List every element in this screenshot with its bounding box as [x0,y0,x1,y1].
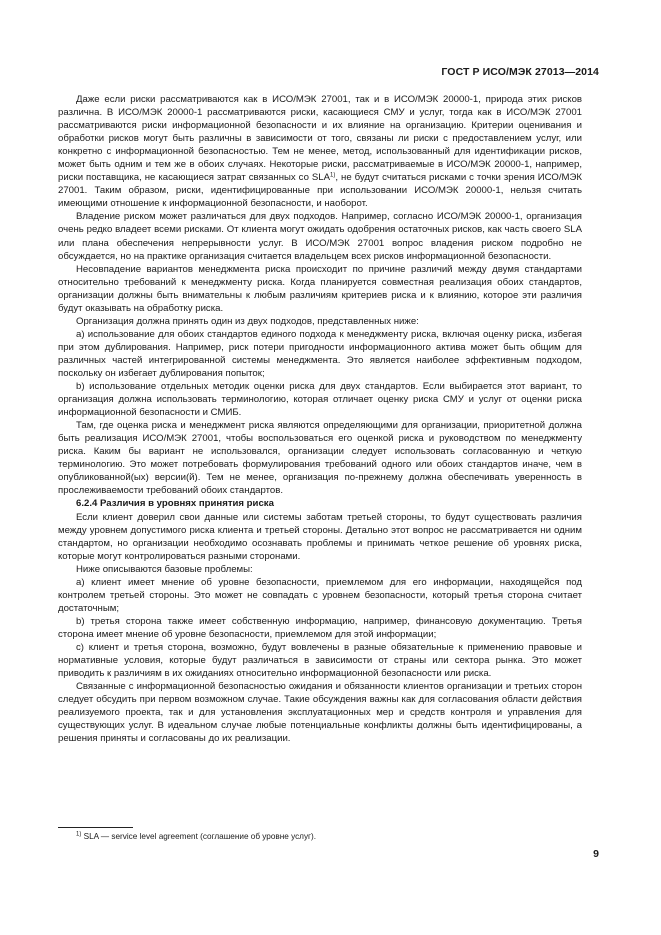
paragraph-expectations: Связанные с информационной безопасностью ожидания и обязанности клиентов организации и третьих сторон следует обсудить при первом возможном случае. Такие обсуждения важны как для согласования области действия реализуемого проекта, так и для установления эксплуатационных мер и средств контроля и управления для существующих услуг. В идеальном случае любые потенциальные конфликты должны быть идентифицированы, а решения приняты и согласованы до их реализации. [58,681,582,745]
section-heading: 6.2.4 Различия в уровнях принятия риска [76,498,274,510]
paragraph-approaches-intro: Организация должна принять один из двух подходов, представленных ниже: [76,315,419,327]
paragraph-priority: Там, где оценка риска и менеджмент риска являются определяющими для организации, приоритетной должна быть реализация ИСО/МЭК 27001, чтобы воспользоваться его оценкой риска и руководством по менеджменту риска. Каким бы вариант не использовался, организации следует использовать согласованную и четкую терминологию. Это может потребовать формулирования требований одного или обоих стандартов иначе, чем в опубликованной(ых) версии(й). Тем не менее, организация по-прежнему должна обеспечивать уверенность в прослеживаемости требований обоих стандартов. [58,420,582,497]
footnote-reference: 1) [330,172,336,179]
paragraph-problems-intro: Ниже описываются базовые проблемы: [76,563,253,575]
list-item-b: b) использование отдельных методик оценки риска для двух стандартов. Если выбирается этот вариант, то организация должна использовать терминологию, которая отличает оценку риска СМУ и услуг от оценки риска информационной безопасности и СМИБ. [58,381,582,419]
footnote [76,832,316,841]
paragraph-risk-nature: Даже если риски рассматриваются как в ИСО/МЭК 27001, так и в ИСО/МЭК 20000-1, природа этих рисков различна. В ИСО/МЭК 20000-1 рассматриваются риски, касающиеся СМУ и услуг, тогда как в ИСО/МЭК 27001 рассматриваются риски информационной безопасности и их влияние на организацию. Критерии оценивания и обработки рисков могут быть различны в зависимости от того, связаны ли риски с предоставлением услуг, или конкретно с информационной безопасностью. Тем не менее, метод, использованный для идентификации рисков, может быть одним и тем же в обоих случаях. Некоторые риски, рассматриваемые в ИСО/МЭК 20000-1, например, риски поставщика, не касающиеся затрат связанных со SLA$^{1)}$, не будут считаться рисками с точки зрения ИСО/МЭК 27001. Таким образом, риски, идентифицированные при использовании ИСО/МЭК 20000-1, нельзя считать имеющими отношение к информационной безопасности, и наоборот. [58,94,582,210]
footnote-divider [58,827,133,828]
paragraph-third-party: Если клиент доверил свои данные или системы заботам третьей стороны, то будут существовать различия между уровнем допустимого риска клиента и третьей стороны. Детально этот вопрос не рассматривается ни одним стандартом, но организации необходимо осознавать проблемы и принимать четкое решение об уровнях риска, которые могут контролироваться разными сторонами. [58,511,582,562]
problem-item-a: a) клиент имеет мнение об уровне безопасности, приемлемом для его информации, находящейся под контролем третьей стороны. Это может не совпадать с уровнем безопасности, который третья сторона считает достаточным; [58,576,582,614]
list-item-a: a) использование для обоих стандартов единого подхода к менеджменту риска, включая оценку риска, избегая при этом дублирования. Например, риск потери пригодности информационного актива может быть общим для различных частей интегрированной системы менеджмента. Это является наиболее эффективным подходом, поскольку он избегает дублирования попыток; [58,328,582,379]
footnote-text: SLA — service level agreement (соглашение об уровне услуг). [81,832,317,841]
document-header: ГОСТ Р ИСО/МЭК 27013—2014 [441,66,599,78]
document-body [58,93,582,745]
paragraph-risk-ownership: Владение риском может различаться для двух подходов. Например, согласно ИСО/МЭК 20000-1, организация очень редко владеет всеми рисками. От клиента могут ожидать одобрения остаточных рисков, как часть своего SLA или плана обеспечения непрерывности услуг. В ИСО/МЭК 27001 вопрос владения риском подробно не обсуждается, но на практике организация считается владельцем всех рисков информационной безопасности. [58,211,582,262]
footnote-mark: 1) [76,831,82,838]
problem-item-b: b) третья сторона также имеет собственную информацию, например, финансовую документацию. Третья сторона имеет мнение об уровне безопасности, приемлемом для этой информации; [58,615,582,640]
paragraph-risk-mismatch: Несовпадение вариантов менеджмента риска происходит по причине различий между двумя стандартами относительно требований к менеджменту риска. Когда планируется совместная реализация обоих стандартов, организации должны быть внимательны к любым различиям критериев риска и к влиянию, которое эти различия будут оказывать на обработку риска. [58,263,582,314]
page-number: 9 [593,848,599,860]
problem-item-c: c) клиент и третья сторона, возможно, будут вовлечены в разные обязательные к применению правовые и нормативные условия, которые будут различаться в зависимости от страны или сектора рынка. Это может приводить к различиям в их ожиданиях относительно информационной безопасности или риска. [58,641,582,680]
